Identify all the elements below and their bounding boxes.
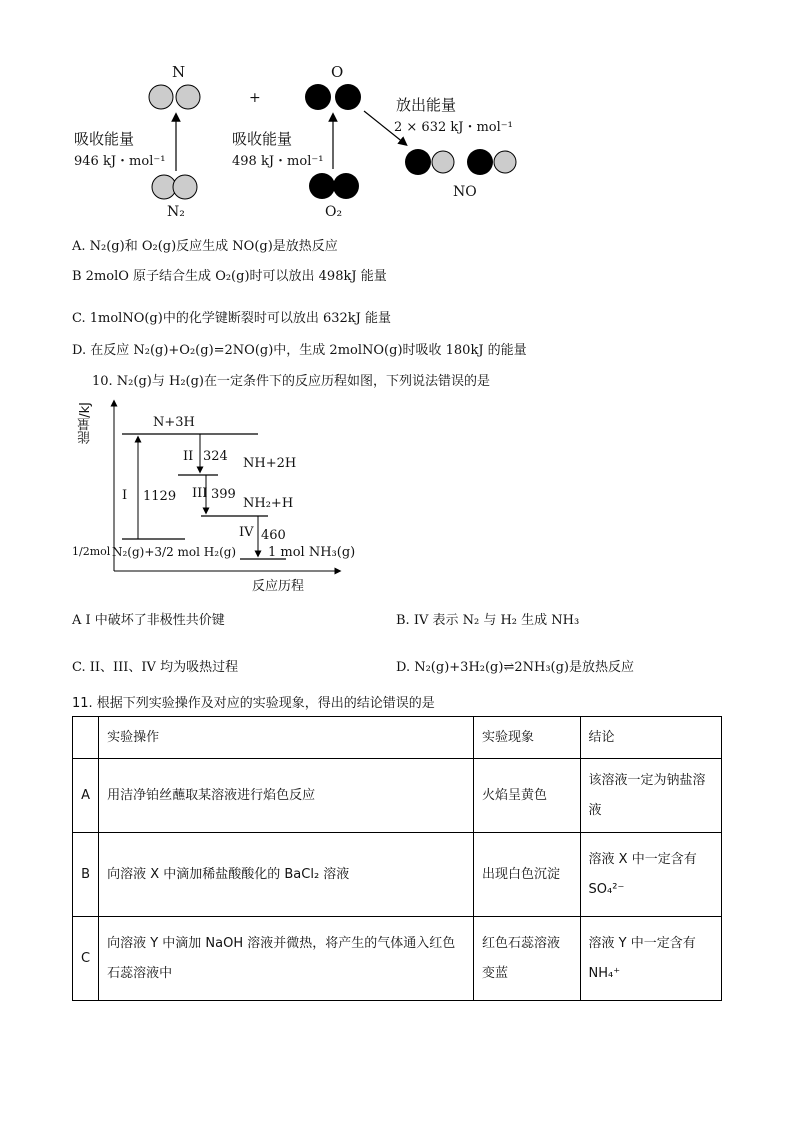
o2-label: O₂ [325, 204, 343, 220]
q11-stem: 11. 根据下列实验操作及对应的实验现象，得出的结论错误的是 [72, 696, 435, 711]
n-label: N [172, 63, 186, 81]
q10-stem: 10. N₂(g)与 H₂(g)在一定条件下的反应历程如图，下列说法错误的是 [92, 374, 491, 389]
energy-ylabel: 能量/kJ [78, 402, 93, 444]
o-label: O [331, 63, 344, 81]
q10-option-d: D. N₂(g)+3H₂(g)⇌2NH₃(g)是放热反应 [396, 660, 635, 675]
release-value: 2 × 632 kJ・mol⁻¹ [394, 120, 513, 135]
step2-value: 324 [203, 449, 228, 464]
n2-atom-2 [173, 175, 197, 199]
q10-option-c: C. II、III、IV 均为吸热过程 [72, 660, 239, 675]
row-label: C [73, 917, 99, 1001]
step3-label: III [192, 486, 208, 501]
operation-cell: 向溶液 X 中滴加稀盐酸酸化的 BaCl₂ 溶液 [99, 833, 474, 917]
q10-option-a: A I 中破坏了非极性共价键 [72, 613, 225, 628]
conclusion-cell: 溶液 X 中一定含有 SO₄²⁻ [580, 833, 721, 917]
absorb-label-2: 吸收能量 [232, 130, 293, 148]
q9-option-d: D. 在反应 N₂(g)+O₂(g)=2NO(g)中，生成 2molNO(g)时吸收 180kJ 的能量 [72, 343, 527, 358]
absorb-value-2: 498 kJ・mol⁻¹ [232, 154, 324, 169]
energy-profile-diagram [60, 395, 360, 595]
no-n-atom-2 [494, 151, 516, 173]
o-atom-2 [335, 84, 361, 110]
experiment-table [72, 716, 722, 1001]
table-row [73, 917, 722, 1001]
step1-value: 1129 [143, 489, 177, 504]
header-cell: 实验操作 [99, 717, 474, 759]
o2-atom-2 [333, 173, 359, 199]
header-cell: 结论 [580, 717, 721, 759]
n-atom-2 [176, 85, 200, 109]
phenomenon-cell: 火焰呈黄色 [474, 759, 581, 833]
level-top-label: N+3H [153, 415, 195, 430]
level-2-label: NH+2H [243, 456, 297, 471]
phenomenon-cell: 出现白色沉淀 [474, 833, 581, 917]
row-label: A [73, 759, 99, 833]
operation-cell: 向溶液 Y 中滴加 NaOH 溶液并微热，将产生的气体通入红色石蕊溶液中 [99, 917, 474, 1001]
release-label: 放出能量 [396, 96, 457, 114]
step2-label: II [183, 449, 194, 464]
step4-value: 460 [261, 528, 286, 543]
absorb-label-1: 吸收能量 [74, 130, 135, 148]
o-atom-1 [305, 84, 331, 110]
no-o-atom-1 [405, 149, 431, 175]
header-cell [73, 717, 99, 759]
step3-value: 399 [211, 487, 236, 502]
q9-option-c: C. 1molNO(g)中的化学键断裂时可以放出 632kJ 能量 [72, 311, 391, 326]
n2-atom-1 [152, 175, 176, 199]
table-header-row [73, 717, 722, 759]
conclusion-cell: 该溶液一定为钠盐溶液 [580, 759, 721, 833]
level-3-label: NH₂+H [243, 496, 294, 511]
n2-label: N₂ [167, 204, 185, 220]
operation-cell: 用洁净铂丝蘸取某溶液进行焰色反应 [99, 759, 474, 833]
level-start-prefix: 1/2mol [72, 545, 111, 558]
q9-option-b: B 2molO 原子结合生成 O₂(g)时可以放出 498kJ 能量 [72, 269, 387, 284]
level-end-label: 1 mol NH₃(g) [268, 545, 356, 560]
phenomenon-cell: 红色石蕊溶液变蓝 [474, 917, 581, 1001]
o2-atom-1 [309, 173, 335, 199]
header-cell: 实验现象 [474, 717, 581, 759]
step1-label: I [122, 488, 128, 503]
q10-option-b: B. IV 表示 N₂ 与 H₂ 生成 NH₃ [396, 613, 580, 628]
no-n-atom-1 [432, 151, 454, 173]
n-atom-1 [149, 85, 173, 109]
no-o-atom-2 [467, 149, 493, 175]
plus-sign: + [249, 90, 261, 106]
step4-label: IV [239, 525, 254, 540]
level-start-label: N₂(g)+3/2 mol H₂(g) [112, 545, 237, 559]
energy-xlabel: 反应历程 [252, 579, 305, 594]
no-label: NO [453, 184, 477, 200]
row-label: B [73, 833, 99, 917]
conclusion-cell: 溶液 Y 中一定含有 NH₄⁺ [580, 917, 721, 1001]
table-row [73, 759, 722, 833]
q9-option-a: A. N₂(g)和 O₂(g)反应生成 NO(g)是放热反应 [72, 239, 338, 254]
table-row [73, 833, 722, 917]
absorb-value-1: 946 kJ・mol⁻¹ [74, 154, 166, 169]
